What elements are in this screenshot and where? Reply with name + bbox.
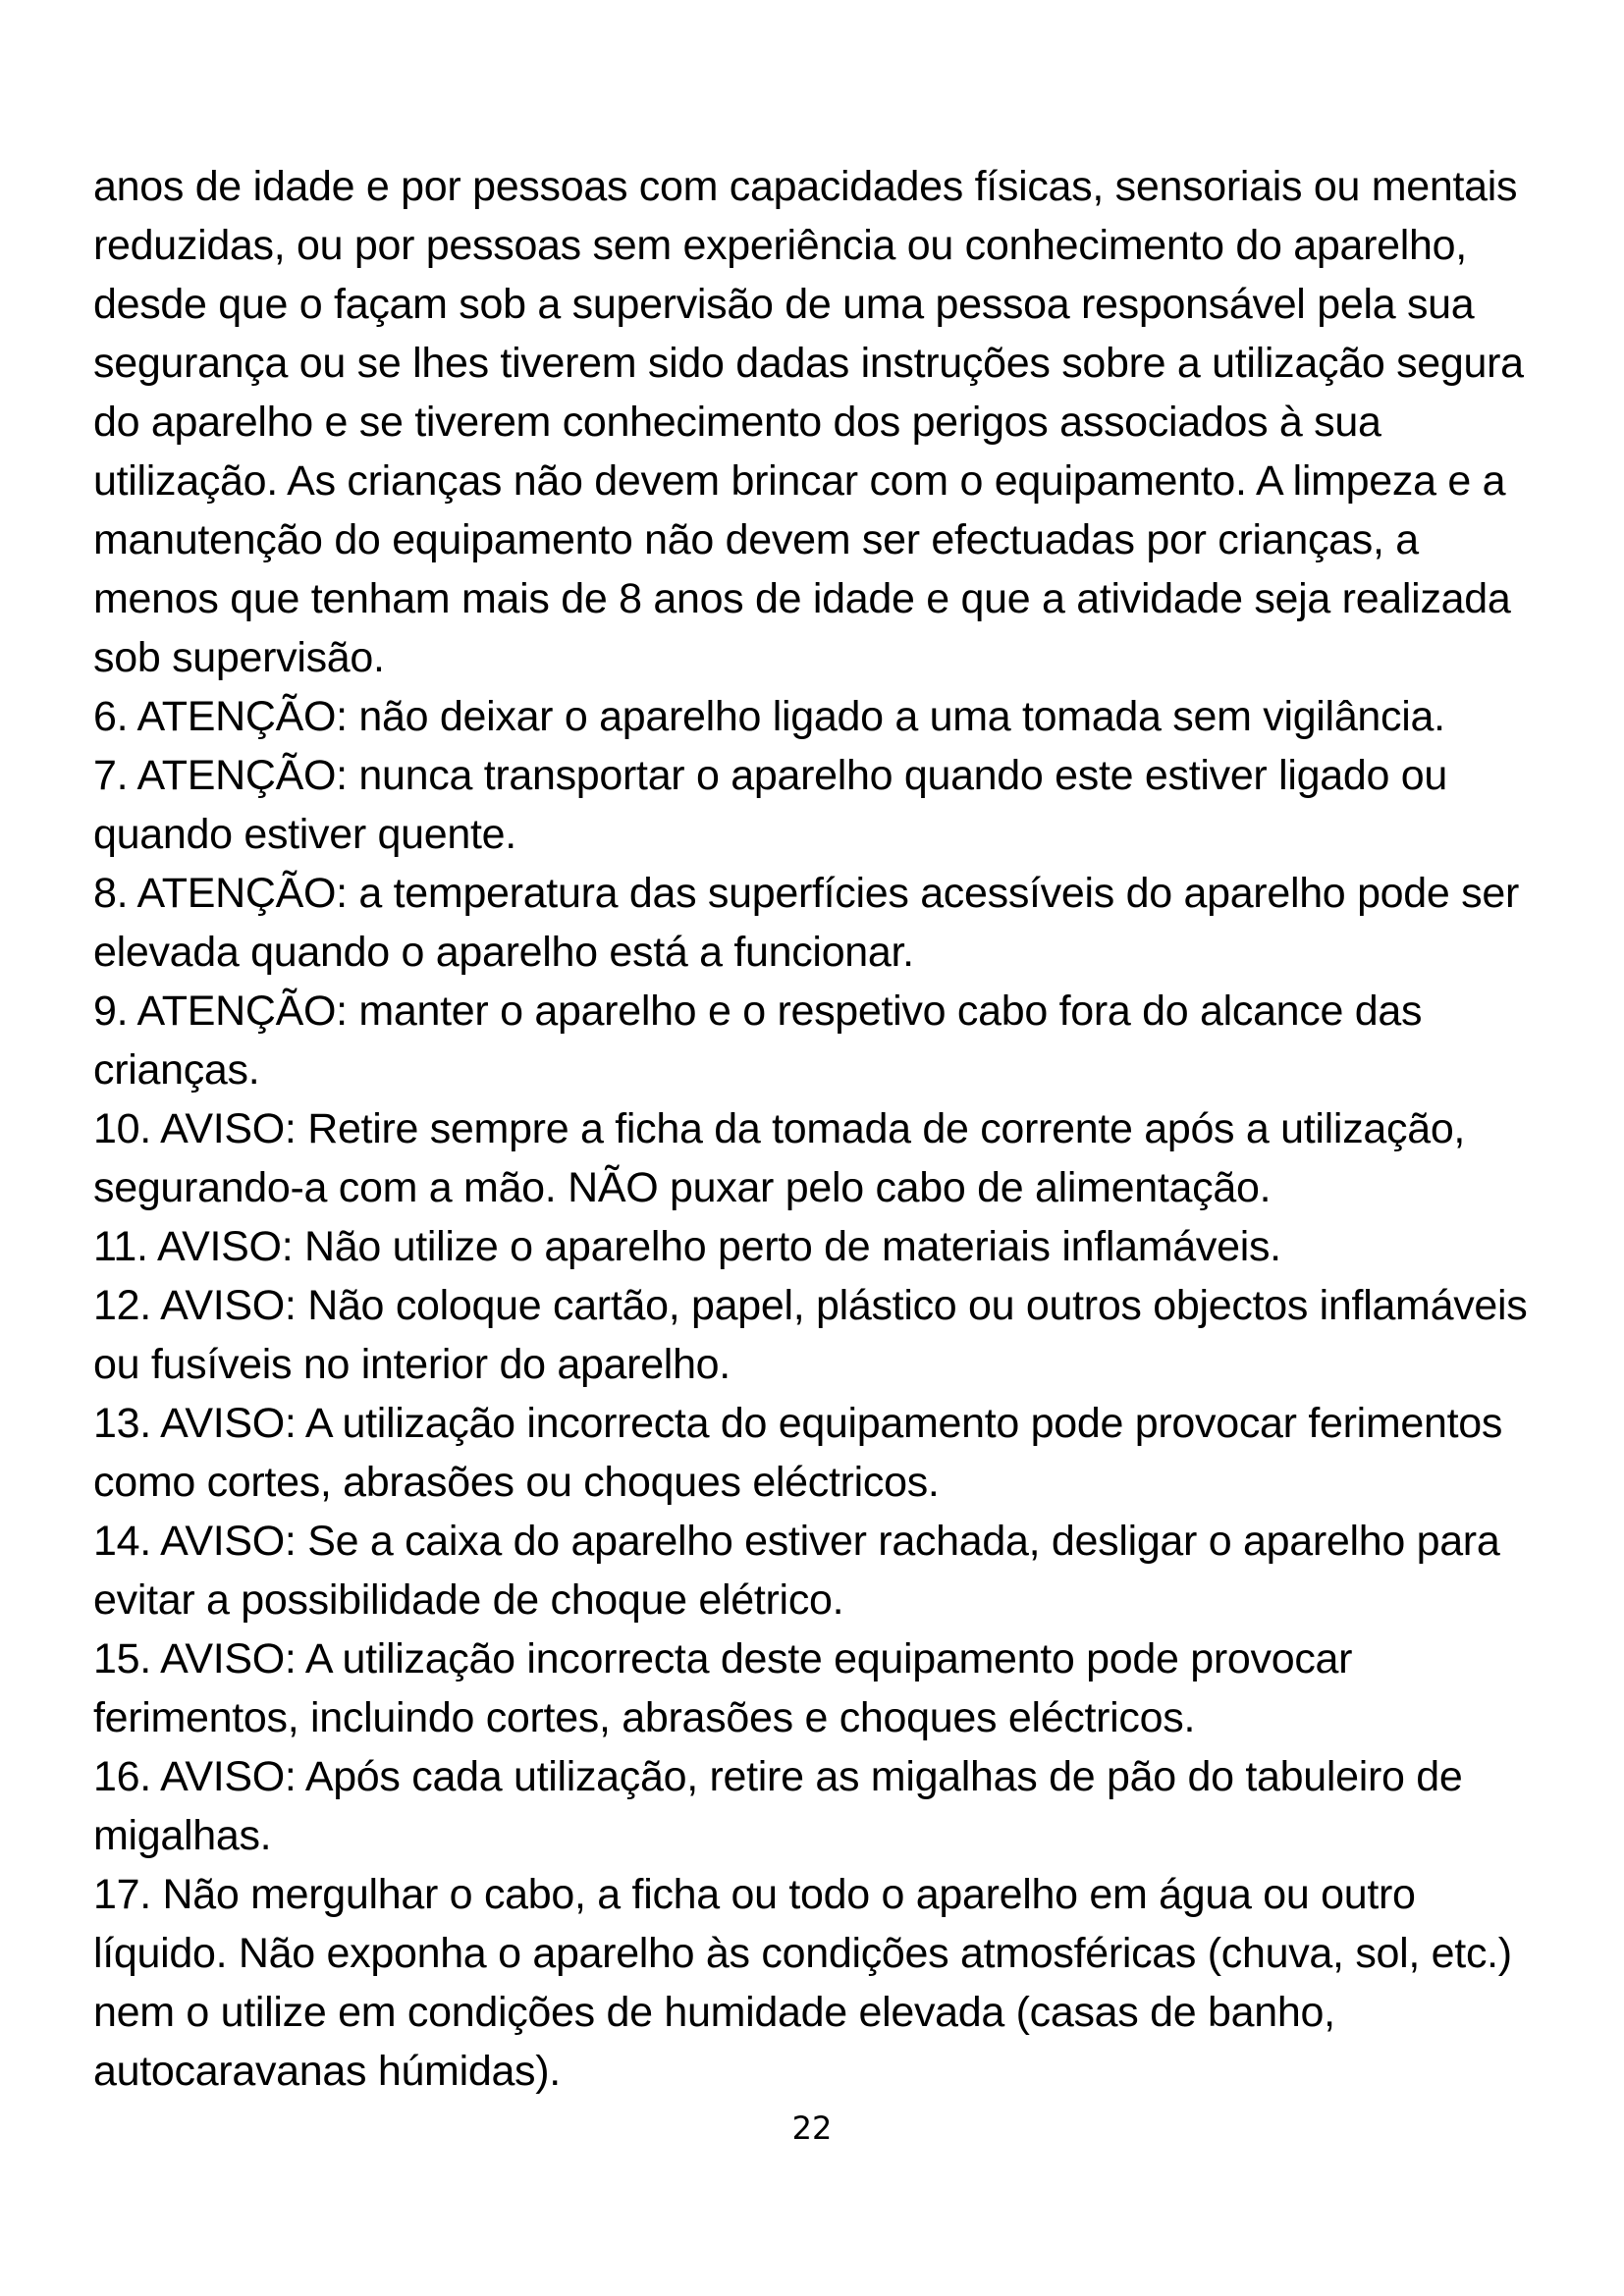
warning-item-10: 10. AVISO: Retire sempre a ficha da tomada de corrente após a utilização, segurando-a com a mão. NÃO puxar pelo cabo de alimentação. xyxy=(93,1105,1466,1211)
document-body xyxy=(93,157,1546,2101)
warning-item-9: 9. ATENÇÃO: manter o aparelho e o respetivo cabo fora do alcance das crianças. xyxy=(93,988,1423,1094)
warning-item-14: 14. AVISO: Se a caixa do aparelho estiver rachada, desligar o aparelho para evitar a possibilidade de choque elétrico. xyxy=(93,1518,1500,1624)
warning-item-11: 11. AVISO: Não utilize o aparelho perto de materiais inflamáveis. xyxy=(93,1223,1281,1270)
warning-item-15: 15. AVISO: A utilização incorrecta deste equipamento pode provocar ferimentos, incluindo cortes, abrasões e choques eléctricos. xyxy=(93,1635,1353,1741)
warning-item-13: 13. AVISO: A utilização incorrecta do equipamento pode provocar ferimentos como cortes, abrasões ou choques eléctricos. xyxy=(93,1400,1503,1506)
page-number: 22 xyxy=(791,2109,833,2147)
warning-item-16: 16. AVISO: Após cada utilização, retire as migalhas de pão do tabuleiro de migalhas. xyxy=(93,1753,1463,1859)
warning-item-7: 7. ATENÇÃO: nunca transportar o aparelho quando este estiver ligado ou quando estiver quente. xyxy=(93,752,1447,858)
paragraph-continuation: anos de idade e por pessoas com capacidades físicas, sensoriais ou mentais reduzidas, ou por pessoas sem experiência ou conhecimento do aparelho, desde que o façam sob a supervisão de uma pessoa responsável pela sua segurança ou se lhes tiverem sido dadas instruções sobre a utilização segura do aparelho e se tiverem conhecimento dos perigos associados à sua utilização. As crianças não devem brincar com o equipamento. A limpeza e a manutenção do equipamento não devem ser efectuadas por crianças, a menos que tenham mais de 8 anos de idade e que a atividade seja realizada sob supervisão. xyxy=(93,163,1524,681)
warning-item-8: 8. ATENÇÃO: a temperatura das superfícies acessíveis do aparelho pode ser elevada quando o aparelho está a funcionar. xyxy=(93,870,1520,976)
warning-item-17: 17. Não mergulhar o cabo, a ficha ou todo o aparelho em água ou outro líquido. Não exponha o aparelho às condições atmosféricas (chuva, sol, etc.) nem o utilize em condições de humidade elevada (casas de banho, autocaravanas húmidas). xyxy=(93,1871,1512,2095)
warning-item-12: 12. AVISO: Não coloque cartão, papel, plástico ou outros objectos inflamáveis ou fusíveis no interior do aparelho. xyxy=(93,1282,1528,1388)
warning-item-6: 6. ATENÇÃO: não deixar o aparelho ligado a uma tomada sem vigilância. xyxy=(93,693,1445,740)
